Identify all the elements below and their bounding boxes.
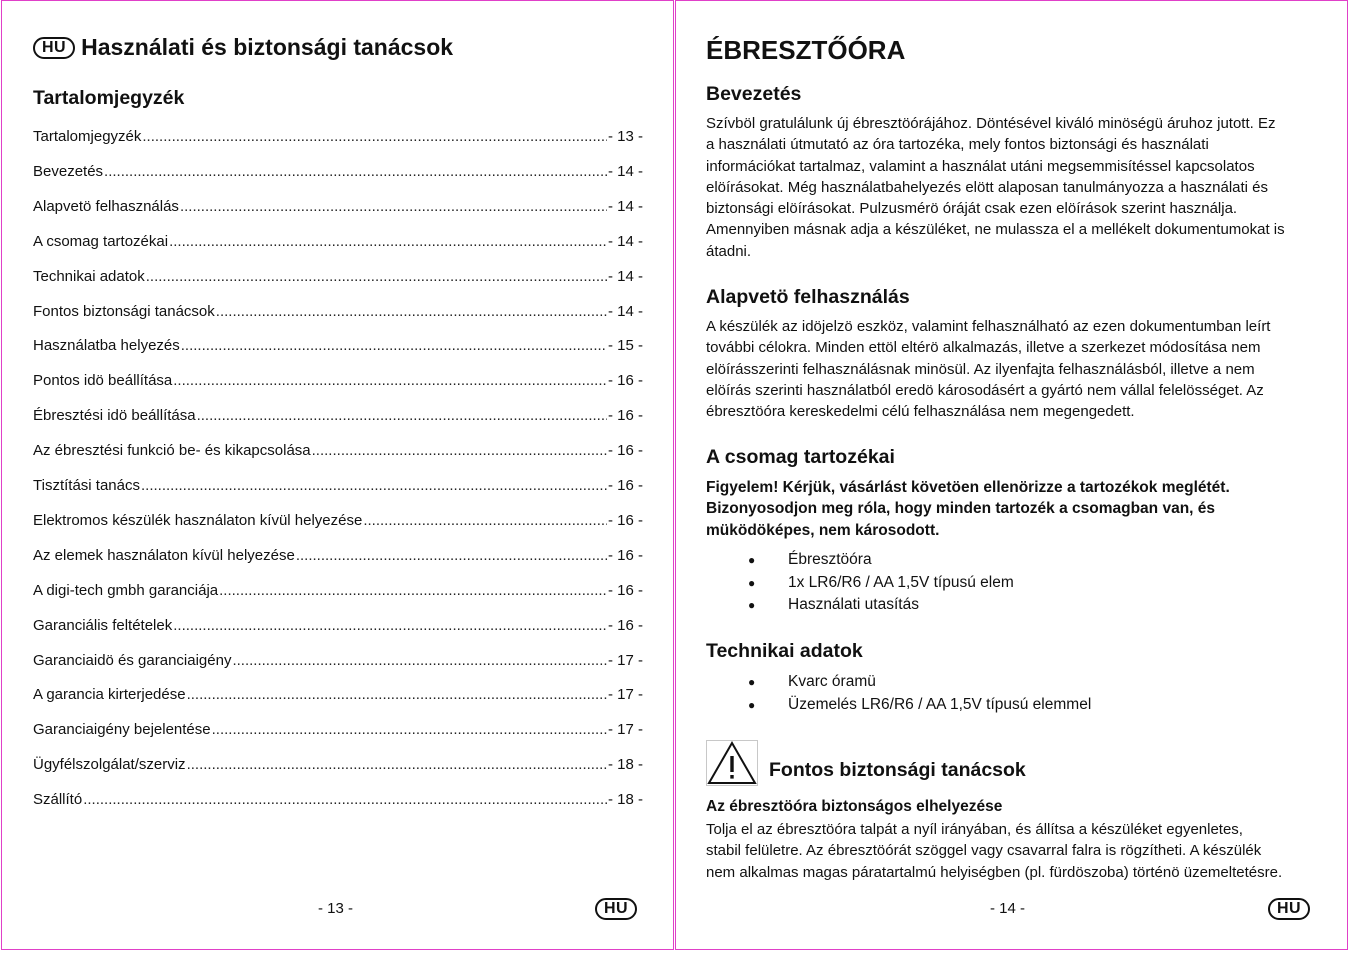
toc-entry-page: - 16 - — [607, 616, 643, 634]
toc-entry-page: - 13 - — [607, 128, 643, 145]
placement-line: Tolja el az ébresztöóra talpát a nyíl irányában, és állítsa a készüléket egyenletes, — [706, 821, 1243, 838]
package-item-text: 1x LR6/R6 / AA 1,5V típusú elem — [788, 573, 1014, 591]
tech-item — [706, 694, 1091, 717]
usage-line: további célokra. Minden ettöl eltérö alkalmazás, illetve a szerkezet módosítása nem — [706, 339, 1261, 357]
intro-line: információkat tartalmaz, valamint a használat utáni megsemmisítéssel kapcsolatos — [706, 157, 1255, 175]
toc-entry[interactable] — [33, 163, 643, 181]
language-badge: HU — [33, 37, 75, 59]
toc-entry-page: - 16 - — [607, 511, 643, 529]
toc-dot-leader — [363, 512, 607, 530]
intro-line: átadni. — [706, 242, 752, 260]
toc-entry[interactable] — [33, 303, 643, 321]
intro-heading: Bevezetés — [706, 83, 802, 105]
package-item-text: Ébresztöóra — [788, 551, 872, 568]
toc-entry[interactable] — [33, 756, 643, 774]
toc-heading: Tartalomjegyzék — [33, 87, 185, 109]
toc-entry[interactable] — [33, 721, 643, 739]
toc-entry-title: Technikai adatok — [33, 267, 145, 285]
toc-dot-leader — [141, 477, 607, 495]
toc-entry[interactable] — [33, 407, 643, 425]
intro-line: Szívböl gratulálunk új ébresztöórájához. Döntésével kiváló minöségü áruhoz jutott. Ez — [706, 115, 1276, 132]
tech-item-text: Kvarc óramü — [788, 673, 876, 690]
tech-heading: Technikai adatok — [706, 640, 863, 662]
toc-entry-title: Tisztítási tanács — [33, 477, 140, 494]
toc-entry-title: Az ébresztési funkció be- és kikapcsolása — [33, 442, 311, 460]
toc-dot-leader — [146, 268, 607, 286]
package-items — [706, 549, 1014, 617]
package-item — [706, 594, 1014, 617]
toc-entry-title: Garanciaidö és garanciaigény — [33, 651, 232, 669]
toc-entry[interactable] — [33, 337, 643, 355]
toc-entry-title: Alapvetö felhasználás — [33, 197, 179, 215]
toc-entry-title: Fontos biztonsági tanácsok — [33, 302, 215, 320]
package-heading: A csomag tartozékai — [706, 446, 895, 468]
bullet-icon: ● — [748, 598, 756, 612]
intro-text — [706, 113, 1285, 262]
toc-entry-page: - 17 - — [607, 651, 643, 669]
toc-entry-page: - 16 - — [607, 407, 643, 425]
intro-line: elöírásokat. Még használatbahelyezés elött alaposan tanulmányozza a használati és — [706, 178, 1269, 196]
placement-line: nem alkalmas magas páratartalmú helyiségben (pl. fürdöszoba) történö üzemeltetésre. — [706, 863, 1283, 881]
toc-entry-page: - 14 - — [607, 197, 643, 215]
package-item — [706, 549, 1014, 572]
bullet-icon: ● — [748, 575, 756, 590]
intro-line: biztonsági elöírásokat. Pulzusmérö óráját csak ezen elöírások szerint használja. — [706, 200, 1238, 218]
tech-item-text: Üzemelés LR6/R6 / AA 1,5V típusú elemmel — [788, 695, 1092, 713]
footer-language-badge — [595, 898, 637, 920]
toc-entry-title: Ébresztési idö beállítása — [33, 407, 196, 425]
bullet-icon: ● — [748, 553, 756, 567]
toc-entry-title: Ügyfélszolgálat/szerviz — [33, 756, 186, 774]
toc-dot-leader — [181, 337, 607, 355]
toc-entry-title: Használatba helyezés — [33, 337, 180, 355]
toc-entry[interactable] — [33, 442, 643, 460]
intro-line: a használati útmutató az óra tartozéka, mely fontos biztonsági és használati — [706, 136, 1209, 154]
product-title: ÉBRESZTŐÓRA — [706, 35, 906, 65]
toc-dot-leader — [180, 198, 607, 216]
toc-entry-title: Garanciaigény bejelentése — [33, 721, 211, 739]
toc-dot-leader — [169, 233, 607, 251]
toc-entry-page: - 14 - — [607, 302, 643, 320]
toc-entry[interactable] — [33, 477, 643, 495]
toc-entry-title: Bevezetés — [33, 162, 104, 180]
toc-entry[interactable] — [33, 652, 643, 670]
toc-dot-leader — [187, 686, 607, 704]
placement-heading: Az ébresztöóra biztonságos elhelyezése — [706, 798, 1003, 815]
toc-entry[interactable] — [33, 268, 643, 286]
toc-dot-leader — [232, 652, 607, 670]
toc-dot-leader — [83, 791, 607, 809]
toc-entry-page: - 14 - — [607, 162, 643, 180]
page-number: - 13 - — [318, 900, 354, 917]
toc-dot-leader — [104, 163, 607, 181]
toc-entry-page: - 17 - — [607, 721, 643, 739]
footer-badge-label: HU — [595, 898, 637, 920]
bullet-icon: ● — [748, 675, 756, 689]
left-header — [33, 34, 453, 61]
toc-dot-leader — [142, 128, 607, 146]
footer-badge-label: HU — [1268, 898, 1310, 920]
toc-entry-page: - 18 - — [607, 756, 643, 774]
package-item-text: Használati utasítás — [788, 596, 919, 613]
safety-heading: Fontos biztonsági tanácsok — [769, 759, 1026, 781]
usage-line: elöírásszerinti felhasználásnak minösül. Az ilyenfajta felhasználásból, illetve a nem — [706, 360, 1255, 378]
toc-entry-title: Pontos idö beállítása — [33, 372, 173, 390]
tech-item — [706, 671, 1091, 694]
toc-dot-leader — [173, 372, 607, 390]
toc-entry[interactable] — [33, 686, 643, 704]
toc-entry-title: Az elemek használaton kívül helyezése — [33, 546, 295, 564]
toc-entry[interactable] — [33, 582, 643, 600]
placement-line: stabil felületre. Az ébresztöórát szöggel vagy csavarral falra is rögzítheti. A készülék — [706, 842, 1262, 860]
toc-entry-title: Tartalomjegyzék — [33, 128, 142, 145]
package-note — [706, 477, 1230, 541]
warning-icon — [706, 740, 758, 791]
package-note-line: müködöképes, nem károsodott. — [706, 521, 940, 539]
package-note-line: Bizonyosodjon meg róla, hogy minden tartozék a csomagban van, és — [706, 500, 1216, 518]
toc-entry-page: - 16 - — [607, 477, 643, 494]
toc-entry-title: Szállító — [33, 791, 83, 809]
page-13 — [1, 0, 674, 950]
toc-entry-title: A csomag tartozékai — [33, 232, 169, 250]
toc-entry-page: - 18 - — [607, 791, 643, 809]
toc-entry-page: - 16 - — [607, 372, 643, 390]
toc-entry-title: A digi-tech gmbh garanciája — [33, 581, 219, 599]
usage-line: A készülék az idöjelzö eszköz, valamint felhasználható az ezen dokumentumban leírt — [706, 318, 1271, 335]
package-note-line: Figyelem! Kérjük, vásárlást követöen ellenörizze a tartozékok meglétét. — [706, 479, 1230, 496]
toc-dot-leader — [216, 303, 607, 321]
toc-entry-title: Garanciális feltételek — [33, 616, 173, 634]
usage-heading: Alapvetö felhasználás — [706, 286, 910, 308]
toc-entry[interactable] — [33, 128, 643, 146]
footer-language-badge — [1268, 898, 1310, 920]
toc-entry[interactable] — [33, 512, 643, 530]
manual-title: Használati és biztonsági tanácsok — [81, 34, 454, 60]
toc-dot-leader — [296, 547, 607, 565]
toc-entry[interactable] — [33, 198, 643, 216]
usage-line: elöírás szerinti használatból eredö károsodásért a gyártó nem vállal felelösséget. Az — [706, 381, 1264, 399]
toc-entry-title: Elektromos készülék használaton kívül helyezése — [33, 511, 363, 529]
toc-dot-leader — [173, 617, 607, 635]
intro-line: Amennyiben másnak adja a készüléket, ne mulassza el a mellékelt dokumentumokat is — [706, 221, 1285, 239]
toc-entry-page: - 16 - — [607, 442, 643, 460]
toc-entry[interactable] — [33, 617, 643, 635]
toc-entry-page: - 17 - — [607, 686, 643, 704]
toc-dot-leader — [212, 721, 607, 739]
bullet-icon: ● — [748, 697, 756, 712]
toc-entry[interactable] — [33, 791, 643, 809]
placement-text — [706, 819, 1282, 883]
toc-entry[interactable] — [33, 547, 643, 565]
page-number: - 14 - — [990, 900, 1026, 917]
toc-entry[interactable] — [33, 372, 643, 390]
usage-line: ébresztöóra kereskedelmi célú felhasználása nem megengedett. — [706, 403, 1135, 421]
toc-dot-leader — [187, 756, 607, 774]
toc-entry-page: - 16 - — [607, 546, 643, 564]
toc-dot-leader — [312, 442, 607, 460]
page-14 — [675, 0, 1348, 950]
toc-dot-leader — [197, 407, 607, 425]
toc-dot-leader — [219, 582, 607, 600]
toc-entry-page: - 16 - — [607, 581, 643, 599]
usage-text — [706, 316, 1270, 422]
toc-entry-title: A garancia kirterjedése — [33, 686, 186, 704]
toc-entry-page: - 14 - — [607, 267, 643, 285]
tech-items — [706, 671, 1091, 716]
toc-entry[interactable] — [33, 233, 643, 251]
toc-entry-page: - 15 - — [607, 337, 643, 355]
package-item — [706, 572, 1014, 595]
toc-entry-page: - 14 - — [607, 232, 643, 250]
